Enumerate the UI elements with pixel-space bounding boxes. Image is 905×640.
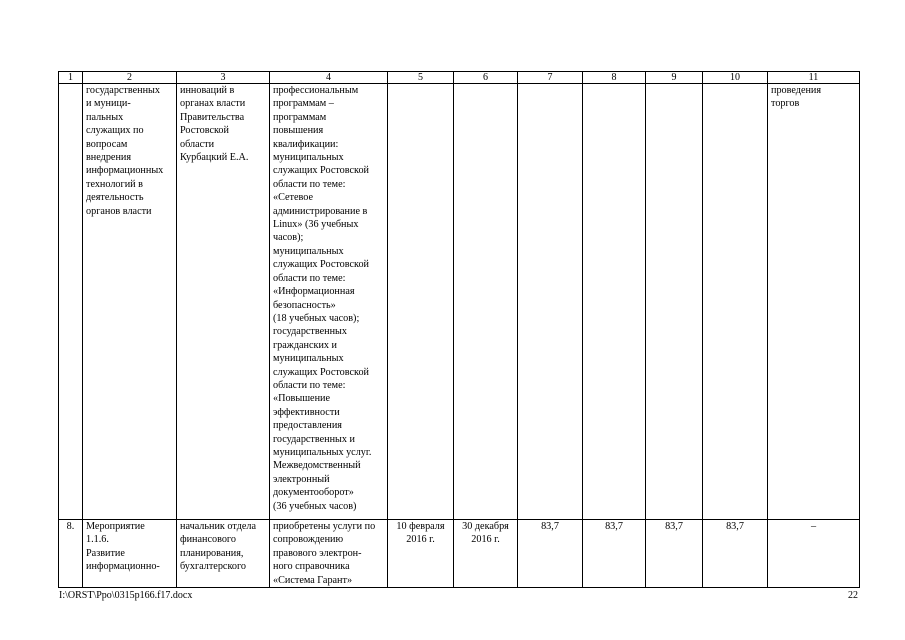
column-number: 10	[703, 72, 768, 84]
note-cell: –	[768, 520, 860, 588]
value-cell: 83,7	[518, 520, 583, 588]
end-date-cell: 30 декабря 2016 г.	[454, 520, 518, 588]
row-number-cell: 8.	[59, 520, 83, 588]
event-name-cell: государственных и муници- пальных служащих по вопросам внедрения информационных технологий в деятельность органов власти	[83, 84, 177, 520]
start-date-cell	[388, 84, 454, 520]
column-number: 2	[83, 72, 177, 84]
table-row	[59, 520, 860, 588]
row-number-cell	[59, 84, 83, 520]
value-cell	[583, 84, 646, 520]
result-cell: профессиональным программам – программам повышения квалификации: муниципальных служащих Ростовской области по теме: «Сетевое администрирование в Linux» (36 учебных часов); муниципальных служащих Ростовской области по теме: «Информационная безопасность» (18 учебных часов); государственных гражданских и муниципальных служащих Ростовской области по теме: «Повышение эффективности предоставления государственных и муниципальных услуг. Межведомственный электронный документооборот» (36 учебных часов)	[270, 84, 388, 520]
responsible-cell: инноваций в органах власти Правительства Ростовской области Курбацкий Е.А.	[177, 84, 270, 520]
column-number: 8	[583, 72, 646, 84]
event-name-cell: Мероприятие 1.1.6. Развитие информационно-	[83, 520, 177, 588]
value-cell: 83,7	[583, 520, 646, 588]
responsible-cell: начальник отдела финансового планирования, бухгалтерского	[177, 520, 270, 588]
value-cell: 83,7	[703, 520, 768, 588]
column-number: 7	[518, 72, 583, 84]
result-cell: приобретены услуги по сопровождению правового электрон- ного справочника «Система Гарант»	[270, 520, 388, 588]
start-date-cell: 10 февраля 2016 г.	[388, 520, 454, 588]
table-row	[59, 84, 860, 520]
file-path-footer: I:\ORST\Ppo\0315p166.f17.docx	[59, 590, 193, 601]
column-number: 5	[388, 72, 454, 84]
column-number: 9	[646, 72, 703, 84]
column-number-row	[59, 72, 860, 84]
value-cell	[646, 84, 703, 520]
value-cell: 83,7	[646, 520, 703, 588]
column-number: 3	[177, 72, 270, 84]
page-number: 22	[848, 590, 858, 601]
column-number: 11	[768, 72, 860, 84]
column-number: 6	[454, 72, 518, 84]
end-date-cell	[454, 84, 518, 520]
column-number: 1	[59, 72, 83, 84]
value-cell	[518, 84, 583, 520]
value-cell	[703, 84, 768, 520]
note-cell: проведения торгов	[768, 84, 860, 520]
report-table	[58, 71, 860, 588]
column-number: 4	[270, 72, 388, 84]
